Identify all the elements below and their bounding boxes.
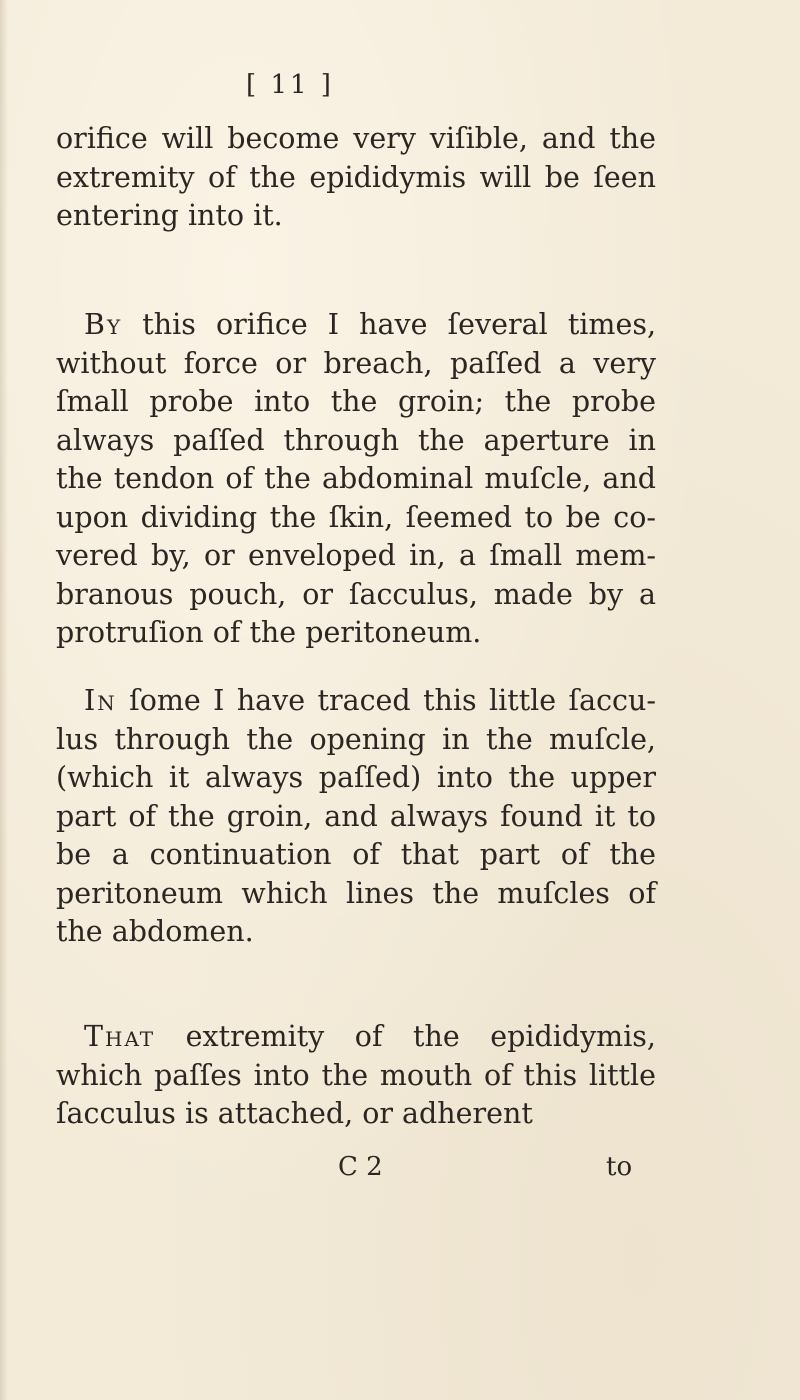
paragraph-3: [56, 682, 656, 952]
paragraph-1: [56, 120, 656, 236]
paragraph-text: ſome I have traced this little ſacculus through the opening in the muſcle, (which it always paſſed) into the upper part of the groin, and always found it to be a continuation of that part of the peritoneum which lines the muſcles of the abdomen.: [56, 684, 656, 948]
paragraph-lead: In: [84, 684, 117, 717]
paragraph-text: this orifice I have ſeveral times, without force or breach, paſſed a very ſmall probe into the groin; the probe always paſſed through the aperture in the tendon of the abdominal muſcle, and upon dividing the ſkin, ſeemed to be covered by, or enveloped in, a ſmall membranous pouch, or ſacculus, made by a protruſion of the peritoneum.: [56, 308, 656, 649]
paragraph-lead: That: [84, 1020, 156, 1053]
page-footer: [0, 1152, 800, 1192]
paragraph-lead: By: [84, 308, 123, 341]
catchword: to: [606, 1152, 633, 1182]
paragraph-2: [56, 306, 656, 653]
paragraph-4: [56, 1018, 656, 1134]
paragraph-text: extremity of the epididymis, which paſſes into the mouth of this little ſacculus is attached, or adherent: [56, 1020, 656, 1130]
paragraph-text: orifice will become very viſible, and the extremity of the epididymis will be ſeen entering into it.: [56, 122, 656, 232]
signature-mark: C 2: [338, 1152, 383, 1182]
page-number: [ 11 ]: [246, 70, 334, 100]
